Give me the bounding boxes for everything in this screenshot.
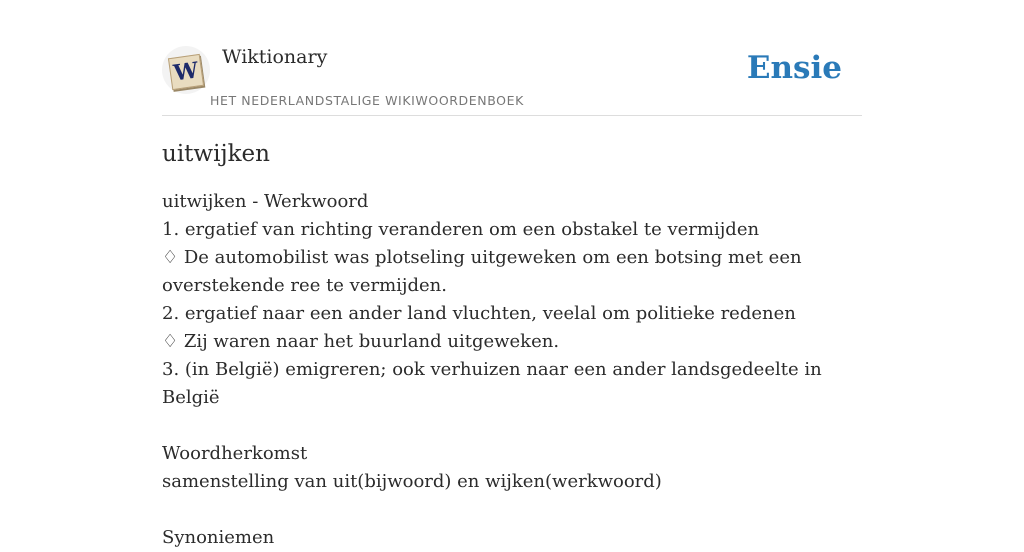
etymology-text: samenstelling van uit(bijwoord) en wijken(werkwoord) (162, 471, 662, 492)
definition-line: 3. (in België) emigreren; ook verhuizen naar een ander landsgedeelte in België (162, 359, 822, 408)
section-spacer (162, 496, 862, 524)
logo-tile: W (168, 54, 204, 90)
site-header (162, 40, 862, 116)
entry-content (162, 138, 862, 552)
definition-line: 2. ergatief naar een ander land vluchten, veelal om politieke redenen (162, 303, 796, 324)
site-name-link[interactable]: Wiktionary (222, 46, 328, 68)
header-divider (162, 115, 862, 116)
site-tagline: HET NEDERLANDSTALIGE WIKIWOORDENBOEK (210, 93, 524, 108)
entry-heading: uitwijken - Werkwoord (162, 191, 369, 212)
etymology-heading: Woordherkomst (162, 443, 308, 464)
section-spacer (162, 412, 862, 440)
example-line-continued: overstekende ree te vermijden. (162, 275, 447, 296)
synonyms-heading: Synoniemen (162, 527, 275, 548)
definition-line: 1. ergatief van richting veranderen om een obstakel te vermijden (162, 219, 760, 240)
page-title: uitwijken (162, 141, 270, 167)
wiktionary-logo-icon[interactable] (162, 46, 210, 94)
example-line: ♢ Zij waren naar het buurland uitgeweken. (162, 331, 560, 352)
example-line: ♢ De automobilist was plotseling uitgeweken om een botsing met een (162, 247, 802, 268)
ensie-brand-link[interactable]: Ensie (746, 50, 842, 86)
